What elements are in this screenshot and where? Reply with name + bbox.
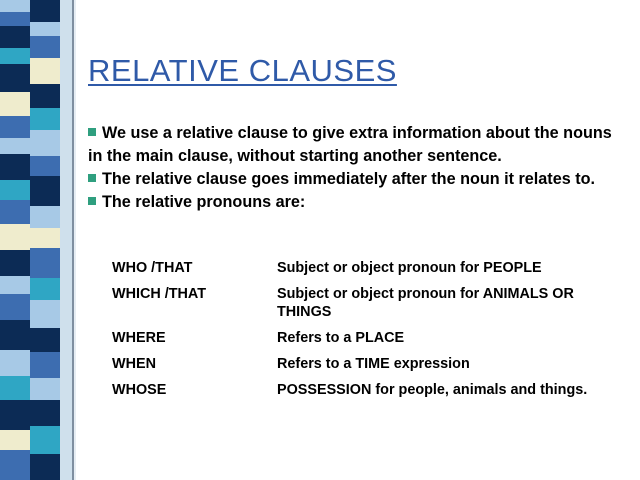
square-bullet-icon [88,197,96,205]
stripe-pattern-graphic [0,0,76,480]
decorative-stripe [0,0,76,480]
bullet-text: The relative clause goes immediately after the noun it relates to. [102,170,595,188]
pronoun-description: Refers to a TIME expression [277,356,470,372]
bullet-text: We use a relative clause to give extra information about the nouns in the main clause, without starting another sentence. [88,124,612,165]
pronoun-description: Refers to a PLACE [277,330,405,346]
bullet-text: The relative pronouns are: [102,193,306,211]
pronoun-word: WHICH /THAT [112,286,207,302]
pronoun-description: Subject or object pronoun for ANIMALS OR THINGS [277,286,574,320]
pronoun-word: WHOSE [112,382,167,398]
table-row [112,329,617,355]
pronoun-word: WHEN [112,356,156,372]
pronoun-description: POSSESSION for people, animals and things. [277,382,588,398]
bullet-list [88,122,624,214]
pronoun-word: WHERE [112,330,166,346]
square-bullet-icon [88,128,96,136]
table-row [112,285,617,329]
list-item [88,122,624,168]
page-title: RELATIVE CLAUSES [88,53,397,88]
list-item [88,191,624,214]
relative-pronoun-table [112,259,617,407]
list-item [88,168,624,191]
table-row [112,355,617,381]
pronoun-word: WHO /THAT [112,260,193,276]
table-row [112,381,617,407]
pronoun-description: Subject or object pronoun for PEOPLE [277,260,542,276]
table-row [112,259,617,285]
square-bullet-icon [88,174,96,182]
